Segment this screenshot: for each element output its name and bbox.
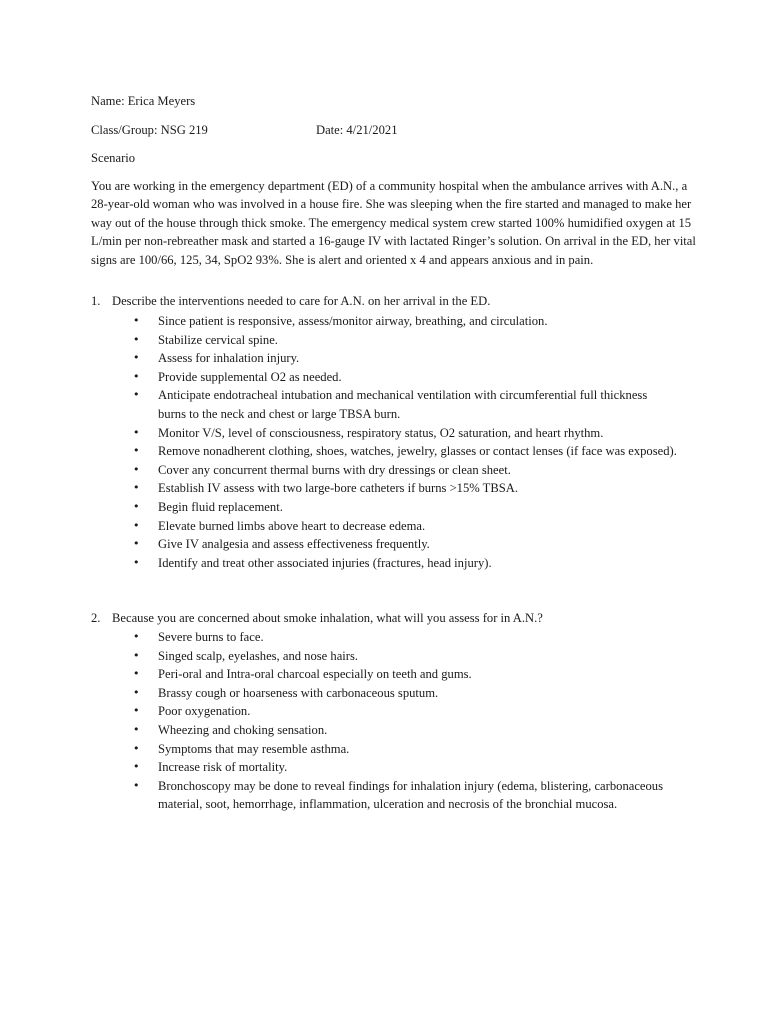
list-item: • Brassy cough or hoarseness with carbonaceous sputum. <box>133 684 678 703</box>
bullet-icon: • <box>133 537 140 551</box>
list-item: • Anticipate endotracheal intubation and mechanical ventilation with circumferential full thickness burns to the neck and chest or large TBSA burn. <box>133 388 648 421</box>
list-item: • Monitor V/S, level of consciousness, respiratory status, O2 saturation, and heart rhythm. <box>133 424 678 443</box>
list-item: • Since patient is responsive, assess/monitor airway, breathing, and circulation. <box>133 312 678 331</box>
list-item: • Assess for inhalation injury. <box>133 349 678 368</box>
question-2-text: Because you are concerned about smoke inhalation, what will you assess for in A.N.? <box>112 611 543 625</box>
bullet-icon: • <box>133 499 140 513</box>
bullet-icon: • <box>133 369 140 383</box>
bullet-icon: • <box>133 704 140 718</box>
bullet-icon: • <box>133 444 140 458</box>
list-item: • Identify and treat other associated injuries (fractures, head injury). <box>133 554 678 573</box>
question-1 <box>91 292 711 310</box>
list-item: • Bronchoscopy may be done to reveal findings for inhalation injury (edema, blistering, carbonaceous material, soot, hemorrhage, inflammation, ulceration and necrosis of the bronchial mucosa. <box>133 778 663 812</box>
list-item: • Symptoms that may resemble asthma. <box>133 740 678 759</box>
bullet-icon: • <box>133 481 140 495</box>
bullet-icon: • <box>133 555 140 569</box>
student-name: Name: Erica Meyers <box>91 94 196 108</box>
list-item: • Establish IV assess with two large-bore catheters if burns >15% TBSA. <box>133 479 678 498</box>
scenario-paragraph: You are working in the emergency department (ED) of a community hospital when the ambulance arrives with A.N., a 28-year-old woman who was involved in a house fire. She was sleeping when the fire started and managed to make her way out of the house through thick smoke. The emergency medical system crew started 100% humidified oxygen at 15 L/min per non-rebreather mask and started a 16-gauge IV with lactated Ringer’s solution. On arrival in the ED, her vital signs are 100/66, 125, 34, SpO2 93%. She is alert and oriented x 4 and appears anxious and in pain. <box>91 179 696 267</box>
bullet-icon: • <box>133 425 140 439</box>
list-item: • Give IV analgesia and assess effectiveness frequently. <box>133 535 678 554</box>
list-item: • Cover any concurrent thermal burns with dry dressings or clean sheet. <box>133 461 678 480</box>
list-item: • Stabilize cervical spine. <box>133 331 678 350</box>
section-title: Scenario <box>91 151 136 165</box>
list-item: • Poor oxygenation. <box>133 702 678 721</box>
list-item: • Singed scalp, eyelashes, and nose hairs. <box>133 647 678 666</box>
list-item: • Peri-oral and Intra-oral charcoal especially on teeth and gums. <box>133 665 678 684</box>
class-group: Class/Group: NSG 219 <box>91 123 208 137</box>
list-item: • Severe burns to face. <box>133 628 678 647</box>
list-item: • Elevate burned limbs above heart to decrease edema. <box>133 517 678 536</box>
list-item: • Wheezing and choking sensation. <box>133 721 678 740</box>
bullet-icon: • <box>133 388 140 402</box>
list-item: • Increase risk of mortality. <box>133 758 678 777</box>
bullet-icon: • <box>133 648 140 662</box>
list-item: • Begin fluid replacement. <box>133 498 678 517</box>
bullet-icon: • <box>133 351 140 365</box>
bullet-icon: • <box>133 741 140 755</box>
bullet-icon: • <box>133 518 140 532</box>
bullet-icon: • <box>133 667 140 681</box>
bullet-icon: • <box>133 685 140 699</box>
list-item: • Provide supplemental O2 as needed. <box>133 368 678 387</box>
bullet-icon: • <box>133 462 140 476</box>
bullet-icon: • <box>133 778 140 792</box>
question-1-number: 1. <box>91 294 101 308</box>
assignment-date: Date: 4/21/2021 <box>316 123 398 137</box>
question-2-number: 2. <box>91 611 101 625</box>
list-item: • Remove nonadherent clothing, shoes, watches, jewelry, glasses or contact lenses (if face was exposed). <box>133 442 678 461</box>
bullet-icon: • <box>133 760 140 774</box>
bullet-icon: • <box>133 314 140 327</box>
question-2 <box>91 609 711 627</box>
bullet-icon: • <box>133 332 140 346</box>
question-1-answers <box>133 312 678 572</box>
bullet-icon: • <box>133 630 140 643</box>
question-1-text: Describe the interventions needed to care for A.N. on her arrival in the ED. <box>112 294 491 308</box>
question-2-answers <box>133 628 678 814</box>
bullet-icon: • <box>133 722 140 736</box>
